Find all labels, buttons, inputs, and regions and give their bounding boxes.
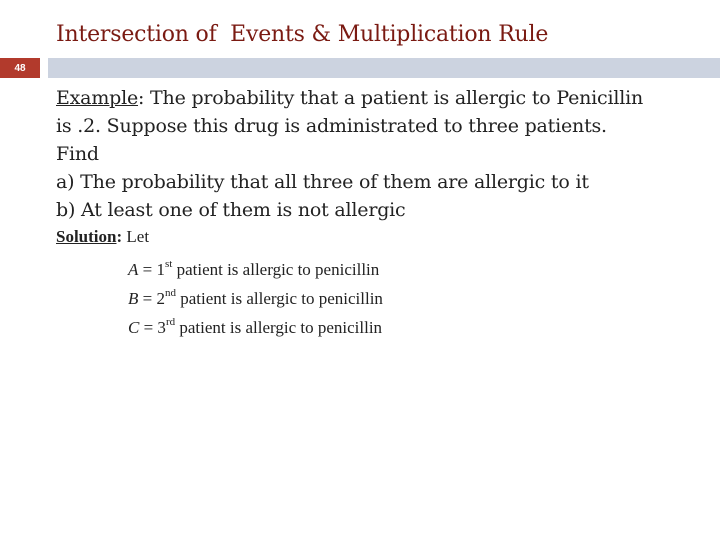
- solution-label: Solution: [56, 227, 117, 246]
- example-line-1: [56, 84, 696, 112]
- slide-title: Intersection of Events & Multiplication Rule: [56, 22, 549, 47]
- example-text-1: : The probability that a patient is allergic to Penicillin: [138, 87, 644, 109]
- example-line-3: Find: [56, 143, 99, 165]
- example-label: Example: [56, 87, 139, 109]
- example-line-2: is .2. Suppose this drug is administrated to three patients.: [56, 115, 607, 137]
- definition-a: A = 1st patient is allergic to penicillin: [128, 258, 380, 279]
- question-b: b) At least one of them is not allergic: [56, 199, 406, 221]
- solution-colon: :: [116, 227, 123, 246]
- example-text: [56, 84, 696, 224]
- solution-text: Let: [122, 227, 150, 246]
- header-bar: [48, 58, 720, 78]
- slide-number: 48: [0, 58, 40, 78]
- question-a: a) The probability that all three of them are allergic to it: [56, 171, 589, 193]
- definitions: [128, 255, 383, 342]
- solution-line: [56, 227, 149, 247]
- definition-b: B = 2nd patient is allergic to penicillin: [128, 287, 383, 308]
- definition-c: C = 3rd patient is allergic to penicillin: [128, 316, 383, 337]
